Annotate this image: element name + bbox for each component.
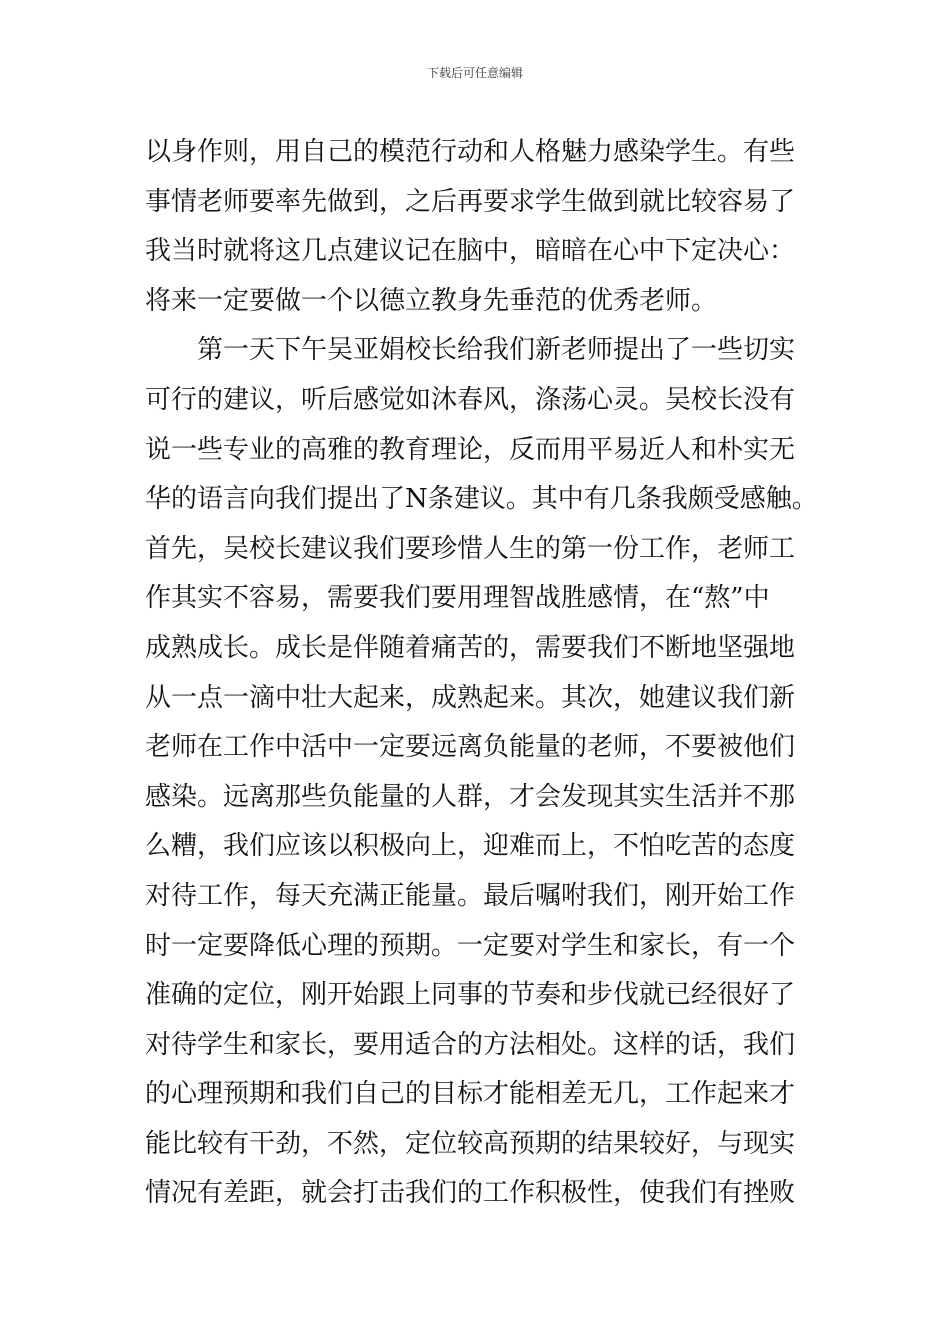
text-line: 的心理预期和我们自己的目标才能相差无几，工作起来才	[145, 1079, 796, 1110]
text-line: 以身作则，用自己的模范行动和人格魅力感染学生。有些	[145, 137, 796, 167]
text-line: 情况有差距，就会打击我们的工作积极性，使我们有挫败	[145, 1178, 796, 1209]
text-line: 将来一定要做一个以德立教身先垂范的优秀老师。	[145, 285, 718, 316]
text-line: 从一点一滴中壮大起来，成熟起来。其次，她建议我们新	[145, 682, 796, 713]
text-line: 说一些专业的高雅的教育理论，反而用平易近人和朴实无	[145, 434, 796, 465]
document-body	[145, 128, 818, 1219]
text-line: 么糟，我们应该以积极向上，迎难而上，不怕吃苦的态度	[145, 831, 796, 862]
text-line: 对待工作，每天充满正能量。最后嘱咐我们，刚开始工作	[145, 880, 796, 911]
text-line: 准确的定位，刚开始跟上同事的节奏和步伐就已经很好了	[145, 980, 796, 1011]
text-line: 事情老师要率先做到，之后再要求学生做到就比较容易了	[145, 186, 796, 217]
text-line: 老师在工作中活中一定要远离负能量的老师，不要被他们	[145, 732, 796, 763]
text-line: 华的语言向我们提出了N条建议。其中有几条我颇受感触。	[145, 484, 818, 515]
text-line: 首先，吴校长建议我们要珍惜人生的第一份工作，老师工	[145, 533, 796, 564]
text-line: 可行的建议，听后感觉如沐春风，涤荡心灵。吴校长没有	[145, 384, 796, 415]
text-line: 能比较有干劲，不然，定位较高预期的结果较好，与现实	[145, 1128, 796, 1159]
text-line: 感染。远离那些负能量的人群，才会发现其实生活并不那	[145, 781, 796, 812]
text-line: 我当时就将这几点建议记在脑中，暗暗在心中下定决心：	[145, 236, 796, 267]
text-line: 作其实不容易，需要我们要用理智战胜感情，在“熬”中	[145, 583, 770, 614]
text-line: 成熟成长。成长是伴随着痛苦的，需要我们不断地坚强地	[145, 632, 796, 663]
paragraph-start-line: 第一天下午吴亚娟校长给我们新老师提出了一些切实	[197, 335, 796, 366]
text-line: 时一定要降低心理的预期。一定要对学生和家长，有一个	[145, 930, 796, 961]
page-header: 下载后可任意编辑	[426, 66, 523, 80]
text-line: 对待学生和家长，要用适合的方法相处。这样的话，我们	[145, 1029, 796, 1060]
